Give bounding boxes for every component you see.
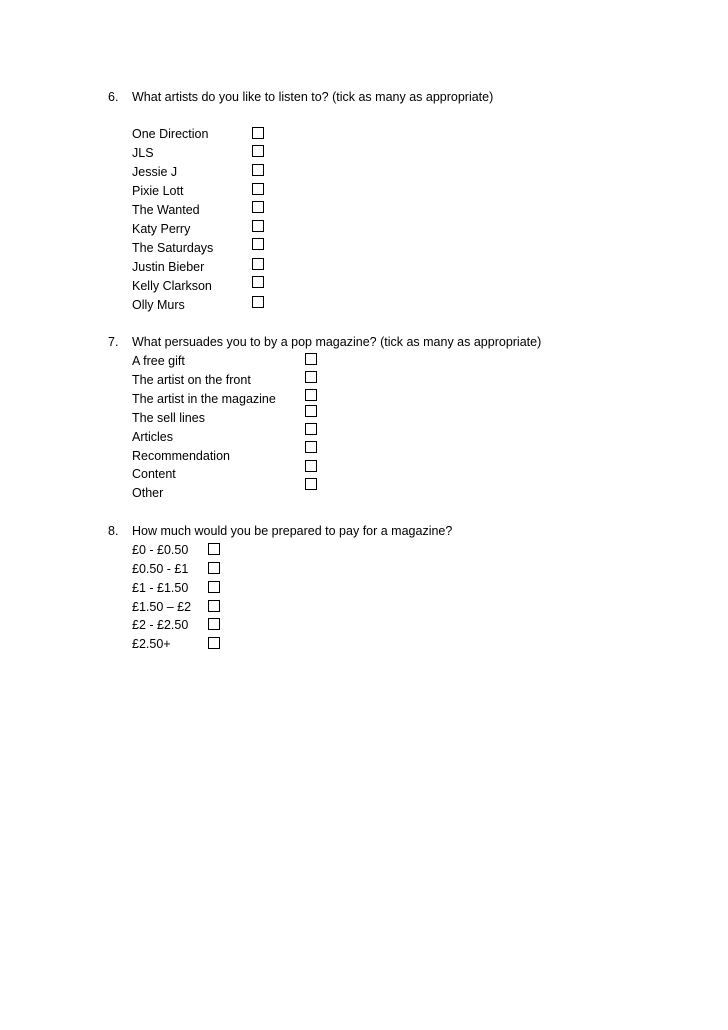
question-number: 7. [108,335,119,349]
option-label: Content [132,467,176,481]
question-7-heading [108,334,541,350]
option-label: Articles [132,430,173,444]
checkbox-kelly-clarkson[interactable] [252,276,264,288]
checkbox-justin-bieber[interactable] [252,258,264,270]
checkbox-sell-lines[interactable] [305,405,317,417]
checkbox-articles[interactable] [305,423,317,435]
option-label: £2 - £2.50 [132,618,189,632]
option-label: A free gift [132,354,185,368]
option-label: £1.50 – £2 [132,600,192,614]
option-label: One Direction [132,127,209,141]
checkbox-olly-murs[interactable] [252,296,264,308]
checkbox-katy-perry[interactable] [252,220,264,232]
option-label: £0.50 - £1 [132,562,189,576]
checkbox-other[interactable] [305,478,317,490]
option-label: Kelly Clarkson [132,279,212,293]
checkbox-jessie-j[interactable] [252,164,264,176]
option-label: £0 - £0.50 [132,543,189,557]
option-label: The Saturdays [132,241,214,255]
question-text: What persuades you to by a pop magazine? (tick as many as appropriate) [132,335,542,349]
question-text: What artists do you like to listen to? (tick as many as appropriate) [132,90,494,104]
option-label: Pixie Lott [132,184,184,198]
question-number: 6. [108,90,119,104]
question-text: How much would you be prepared to pay for a magazine? [132,524,453,538]
option-label: The sell lines [132,411,205,425]
checkbox-jls[interactable] [252,145,264,157]
question-6-heading [108,89,493,105]
option-label: The artist in the magazine [132,392,276,406]
checkbox-artist-on-front[interactable] [305,371,317,383]
option-label: The Wanted [132,203,200,217]
option-label: The artist on the front [132,373,251,387]
checkbox-one-direction[interactable] [252,127,264,139]
checkbox-price-050-1[interactable] [208,562,220,574]
checkbox-the-wanted[interactable] [252,201,264,213]
question-number: 8. [108,524,119,538]
option-label: Katy Perry [132,222,191,236]
option-label: £2.50+ [132,637,171,651]
option-label: Justin Bieber [132,260,205,274]
checkbox-price-0-050[interactable] [208,543,220,555]
option-label: JLS [132,146,154,160]
question-8-heading [108,523,452,539]
option-label: Other [132,486,164,500]
option-label: Jessie J [132,165,178,179]
checkbox-artist-in-magazine[interactable] [305,389,317,401]
checkbox-the-saturdays[interactable] [252,238,264,250]
checkbox-price-150-2[interactable] [208,600,220,612]
checkbox-content[interactable] [305,460,317,472]
checkbox-price-250-plus[interactable] [208,637,220,649]
checkbox-recommendation[interactable] [305,441,317,453]
checkbox-price-1-150[interactable] [208,581,220,593]
checkbox-price-2-250[interactable] [208,618,220,630]
option-label: £1 - £1.50 [132,581,189,595]
option-label: Olly Murs [132,298,185,312]
checkbox-free-gift[interactable] [305,353,317,365]
checkbox-pixie-lott[interactable] [252,183,264,195]
option-label: Recommendation [132,449,230,463]
